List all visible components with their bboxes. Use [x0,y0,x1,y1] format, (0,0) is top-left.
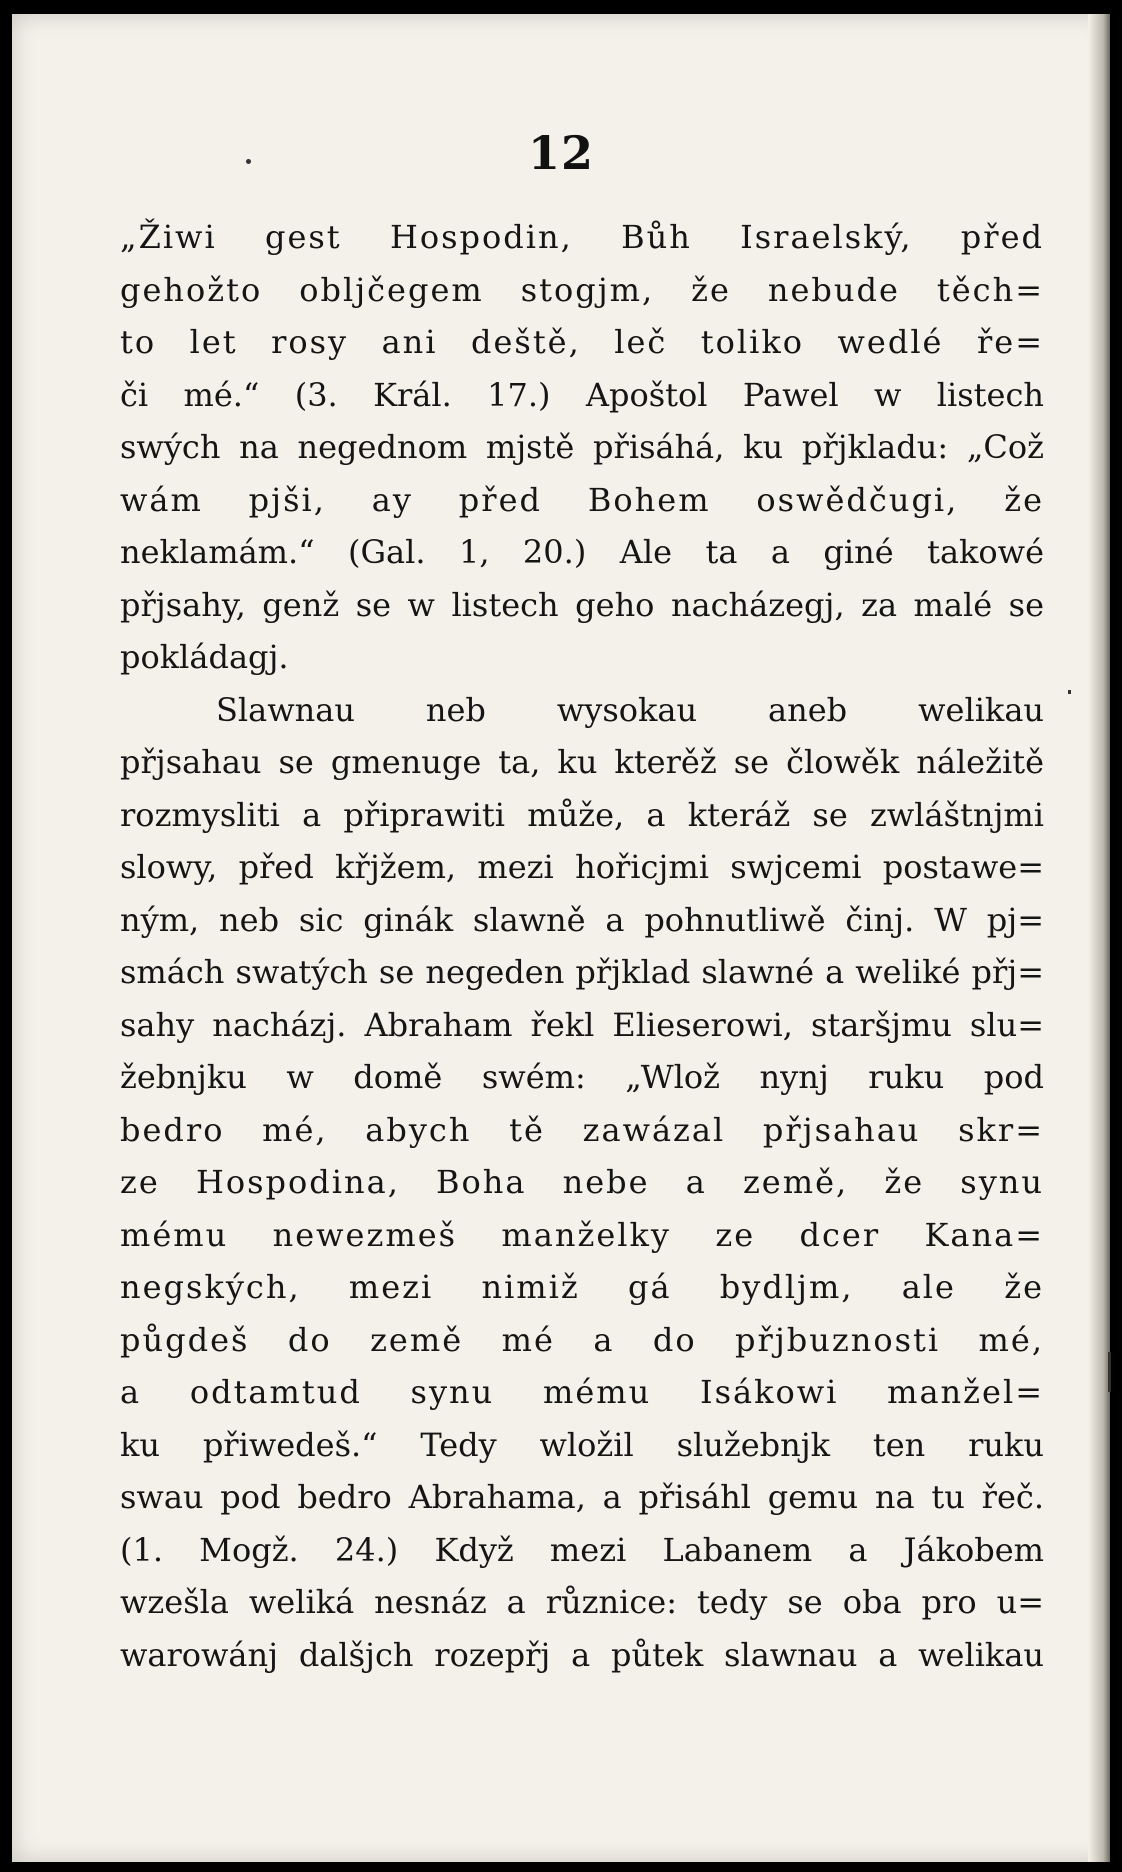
ink-speck [1068,690,1071,694]
text-line: ku přiwedeš.“ Tedy wložil služebnjk ten ruku [120,1425,1044,1464]
text-line: slowy, před křjžem, mezi hořicjmi swjcemi postawe= [120,848,1044,886]
page-edge-shadow [1088,14,1110,1862]
text-line: neklamám.“ (Gal. 1, 20.) Ale ta a giné takowé [120,533,1044,571]
text-line: mému newezmeš manželky ze dcer Kana= [120,1215,1044,1254]
text-line: gehožto obljčegem stogjm, že nebude těch= [120,270,1044,309]
text-line: sahy nacházj. Abraham řekl Elieserowi, staršjmu slu= [120,1005,1044,1044]
text-line: rozmysliti a připrawiti může, a kteráž se zwláštnjmi [120,795,1044,834]
text-line: ným, neb sic ginák slawně a pohnutliwě činj. W pj= [120,900,1044,939]
text-line: swých na negednom mjstě přisáhá, ku přjkladu: „Což [120,428,1044,466]
text-line: půgdeš do země mé a do přjbuznosti mé, [120,1320,1044,1359]
text-line: swau pod bedro Abrahama, a přisáhl gemu na tu řeč. [120,1478,1044,1516]
text-line: to let rosy ani deště, leč toliko wedlé ře= [120,323,1044,361]
text-line: pokládagj. [120,638,289,676]
text-line: ze Hospodina, Boha nebe a země, že synu [120,1163,1044,1201]
text-line: negských, mezi nimiž gá bydljm, ale že [120,1268,1044,1306]
text-line: či mé.“ (3. Král. 17.) Apoštol Pawel w listech [120,375,1044,414]
text-line: žebnjku w domě swém: „Wlož nynj ruku pod [120,1058,1044,1096]
text-line: přjsahau se gmenuge ta, ku kterěž se člowěk náležitě [120,743,1044,781]
paragraph-start-line: Slawnau neb wysokau aneb welikau [216,690,1044,729]
text-line: přjsahy, genž se w listech geho nacházegj, za malé se [120,585,1044,624]
page-gutter-mark [1108,1352,1111,1392]
text-line: „Žiwi gest Hospodin, Bůh Israelský, před [120,218,1044,256]
body-text [120,211,1044,1681]
text-line: wzešla weliká nesnáz a různice: tedy se oba pro u= [120,1583,1044,1621]
page-number: 12 [527,126,594,180]
text-line: wám pjši, ay před Bohem oswědčugi, že [120,480,1044,519]
text-line: smách swatých se negeden přjklad slawné a weliké přj= [120,953,1044,991]
book-page [12,14,1110,1862]
text-line: bedro mé, abych tě zawázal přjsahau skr= [120,1110,1044,1149]
text-line: a odtamtud synu mému Isákowi manžel= [120,1373,1044,1411]
text-line: warowánj dalšjch rozepřj a půtek slawnau a welikau [120,1635,1044,1674]
text-line: (1. Mogž. 24.) Když mezi Labanem a Jákobem [120,1530,1044,1569]
